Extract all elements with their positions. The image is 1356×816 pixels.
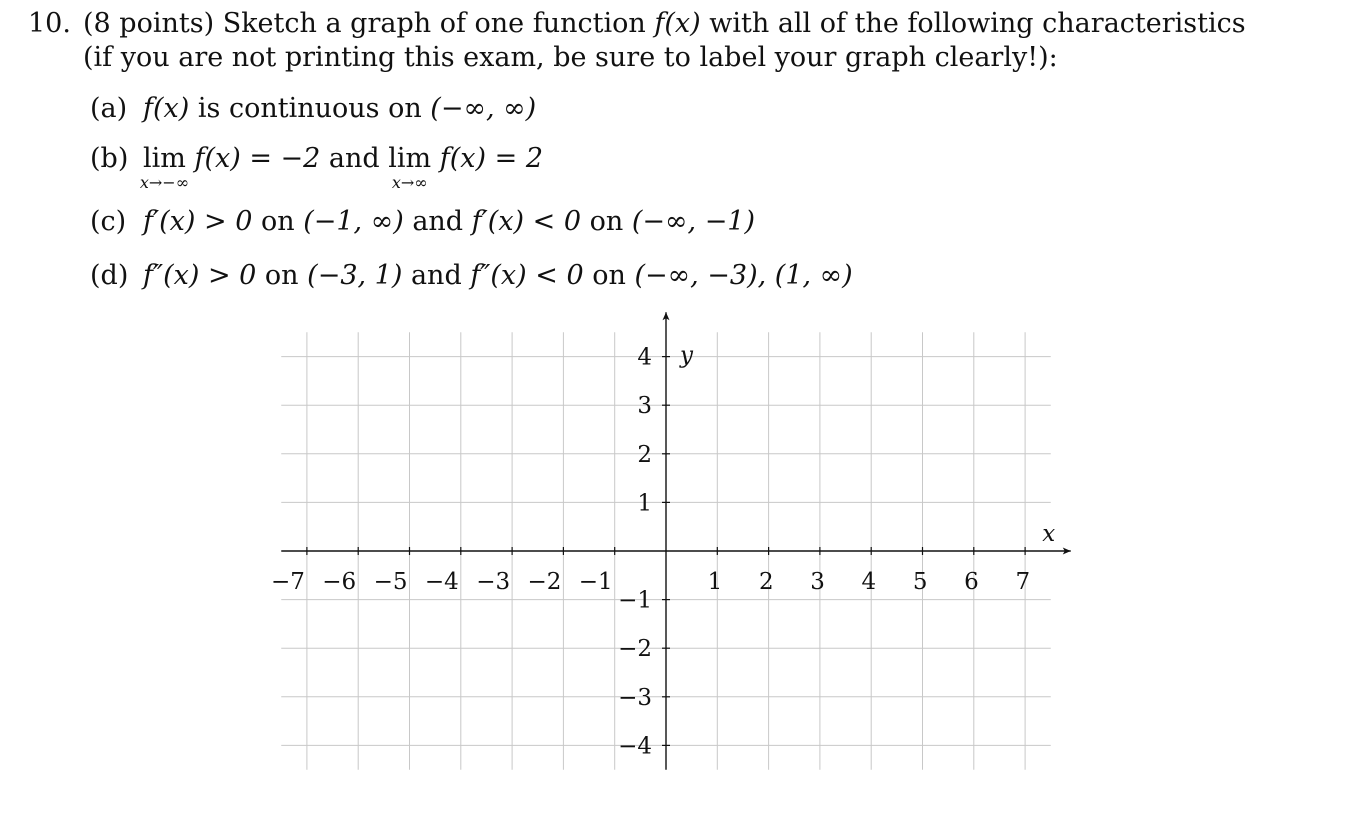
question-stem-text-end: with all of the following characteristics xyxy=(709,8,1246,39)
part-text: on xyxy=(581,206,632,237)
x-tick-label: −6 xyxy=(322,569,357,595)
part-text: and xyxy=(402,260,471,291)
math-expression: f(x) = −2 xyxy=(185,143,321,174)
x-tick-label: −2 xyxy=(527,569,562,595)
y-tick-label: −4 xyxy=(618,733,652,760)
math-expression: (−1, ∞) xyxy=(303,206,404,237)
y-tick-label: 3 xyxy=(637,393,652,420)
x-tick-label: −4 xyxy=(424,569,459,595)
limit-word: lim xyxy=(388,143,432,174)
part-text: on xyxy=(583,260,635,291)
limit-subscript: x→−∞ xyxy=(139,173,190,192)
axes xyxy=(281,312,1071,769)
part-text: on xyxy=(252,206,304,237)
math-expression: (−∞, ∞) xyxy=(430,93,537,124)
y-axis-label: y xyxy=(680,342,693,369)
math-expression: f(x) = 2 xyxy=(431,143,543,174)
x-tick-label: 5 xyxy=(912,569,928,595)
part-label: (b) xyxy=(90,143,129,174)
x-axis-label: x xyxy=(1042,521,1056,547)
part-text: and xyxy=(403,206,472,237)
y-tick-label: −1 xyxy=(618,587,652,614)
math-expression: (−∞, −3), (1, ∞) xyxy=(634,260,853,291)
math-expression: f(x) xyxy=(143,93,190,124)
y-tick-label: 2 xyxy=(637,441,652,468)
x-tick-label: −7 xyxy=(270,569,305,595)
part-label: (c) xyxy=(90,206,127,237)
part-text: on xyxy=(256,260,308,291)
limit-word: lim xyxy=(143,143,186,174)
question-stem-note: (if you are not printing this exam, be sure to label your graph clearly!): xyxy=(83,42,1058,73)
question-stem-text: Sketch a graph of one function xyxy=(222,8,646,39)
math-expression: f′(x) < 0 xyxy=(471,206,582,237)
x-tick-label: −5 xyxy=(373,569,408,595)
x-tick-label: −3 xyxy=(476,569,511,595)
question-number: 10. xyxy=(28,8,71,39)
math-expression: (−∞, −1) xyxy=(631,206,756,237)
x-tick-label: 3 xyxy=(810,569,825,595)
y-tick-label: −3 xyxy=(618,684,652,711)
x-tick-label: 1 xyxy=(707,569,723,595)
question-stem-function: f(x) xyxy=(654,8,701,39)
part-label: (d) xyxy=(90,260,129,291)
limit-subscript: x→∞ xyxy=(391,173,428,192)
math-expression: f″(x) > 0 xyxy=(143,260,257,291)
math-expression: f″(x) < 0 xyxy=(470,260,584,291)
x-tick-label: 2 xyxy=(758,569,774,595)
y-tick-label: 4 xyxy=(637,344,652,371)
x-tick-label: 7 xyxy=(1015,569,1031,595)
x-tick-label: −1 xyxy=(578,569,613,595)
math-expression: f′(x) > 0 xyxy=(143,206,253,237)
part-text: and xyxy=(320,143,389,174)
x-tick-label: 4 xyxy=(861,569,877,595)
part-text: is continuous on xyxy=(189,93,431,124)
y-tick-label: 1 xyxy=(637,490,652,517)
math-expression: (−3, 1) xyxy=(307,260,403,291)
y-tick-label: −2 xyxy=(618,636,652,663)
x-tick-label: 6 xyxy=(964,569,979,595)
part-label: (a) xyxy=(90,93,128,124)
question-points: (8 points) xyxy=(83,8,215,39)
